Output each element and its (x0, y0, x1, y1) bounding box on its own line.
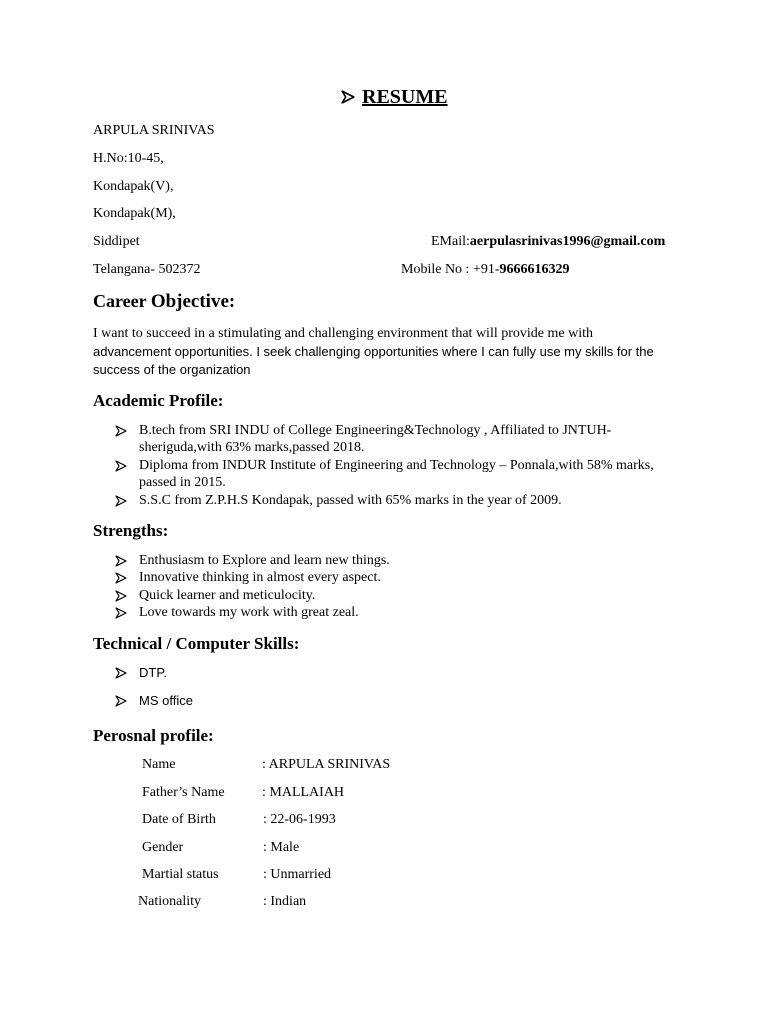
arrow-bullet-icon (115, 695, 127, 707)
mobile-label: Mobile No : +91- (401, 262, 500, 277)
address-line: H.No:10-45, (93, 151, 164, 166)
email-line (431, 234, 665, 250)
profile-value: : Unmarried (263, 867, 332, 882)
mobile-value: 9666616329 (499, 262, 570, 277)
profile-label: Date of Birth (142, 812, 216, 827)
address-line: Kondapak(V), (93, 179, 174, 194)
arrow-bullet-icon (115, 607, 127, 619)
mobile-line (401, 262, 570, 278)
email-label: EMail: (431, 234, 470, 249)
arrow-bullet-icon (115, 460, 127, 472)
profile-value: : 22-06-1993 (263, 812, 336, 827)
personal-profile-heading: Perosnal profile: (93, 726, 214, 745)
profile-label: Gender (142, 840, 184, 855)
arrow-bullet-icon (115, 590, 127, 602)
address-line: Kondapak(M), (93, 206, 176, 221)
profile-value: : Male (263, 840, 300, 855)
profile-value: : MALLAIAH (262, 785, 345, 800)
arrow-bullet-icon (115, 555, 127, 567)
arrow-bullet-icon (115, 495, 127, 507)
technical-skills-heading: Technical / Computer Skills: (93, 634, 300, 653)
arrow-bullet-icon (340, 90, 356, 104)
career-objective-heading: Career Objective: (93, 291, 236, 312)
profile-label: Name (142, 757, 176, 772)
arrow-bullet-icon (115, 667, 127, 679)
resume-title (340, 86, 448, 109)
profile-label: Nationality (138, 894, 201, 909)
address-line: Telangana- 502372 (93, 262, 201, 277)
candidate-name: ARPULA SRINIVAS (93, 123, 215, 138)
arrow-bullet-icon (115, 425, 127, 437)
resume-title-text: RESUME (362, 86, 448, 108)
profile-label: Father’s Name (142, 785, 225, 800)
academic-profile-heading: Academic Profile: (93, 391, 224, 410)
email-value: aerpulasrinivas1996@gmail.com (469, 234, 666, 249)
strengths-heading: Strengths: (93, 521, 169, 540)
profile-label: Martial status (142, 867, 219, 882)
profile-value: : ARPULA SRINIVAS (262, 757, 391, 772)
career-objective-text: I want to succeed in a stimulating and challenging environment that will provide me with advancement opportunities. I seek challenging opportunities where I can fully use my skills for the success of the organization (93, 326, 654, 377)
resume-page: RESUME ARPULA SRINIVAS H.No:10-45, Kondapak(V), Kondapak(M), Siddipet Telangana- 502372 EMail:aerpulasrinivas1996@gmail.com Mobile No : +91-9666616329 Career Objective: I want to succeed in a stimulating and challenging environment that will provide me with advancement opportunities. I seek challenging opportunities where I can fully use my skills for the success of the organization Academic Profile: B.tech from SRI INDU of College Engineering&Technology , Affiliated to JNTUH- sheriguda,with 63% marks,passed 2018. Diploma from INDUR Institute of Engineering and Technology – Ponnala,with 58% marks, passed in 2015. S.S.C from Z.P.H.S Kondapak, passed with 65% marks in the year of 2009. Strengths: Enthusiasm to Explore and learn new things. Innovative thinking in almost every aspect. Quick learner and meticulocity. Love towards my work with great zeal. Technical / Computer Skills: DTP. MS office Perosnal profile: Name : ARPULA SRINIVAS Father’s Name : MALLAIAH Date of Birth : 22-06-1993 Gender : Male Martial status : Unmarried Nationality : Indian (0, 0, 768, 1024)
profile-value: : Indian (263, 894, 307, 909)
arrow-bullet-icon (115, 572, 127, 584)
address-line: Siddipet (93, 234, 140, 249)
